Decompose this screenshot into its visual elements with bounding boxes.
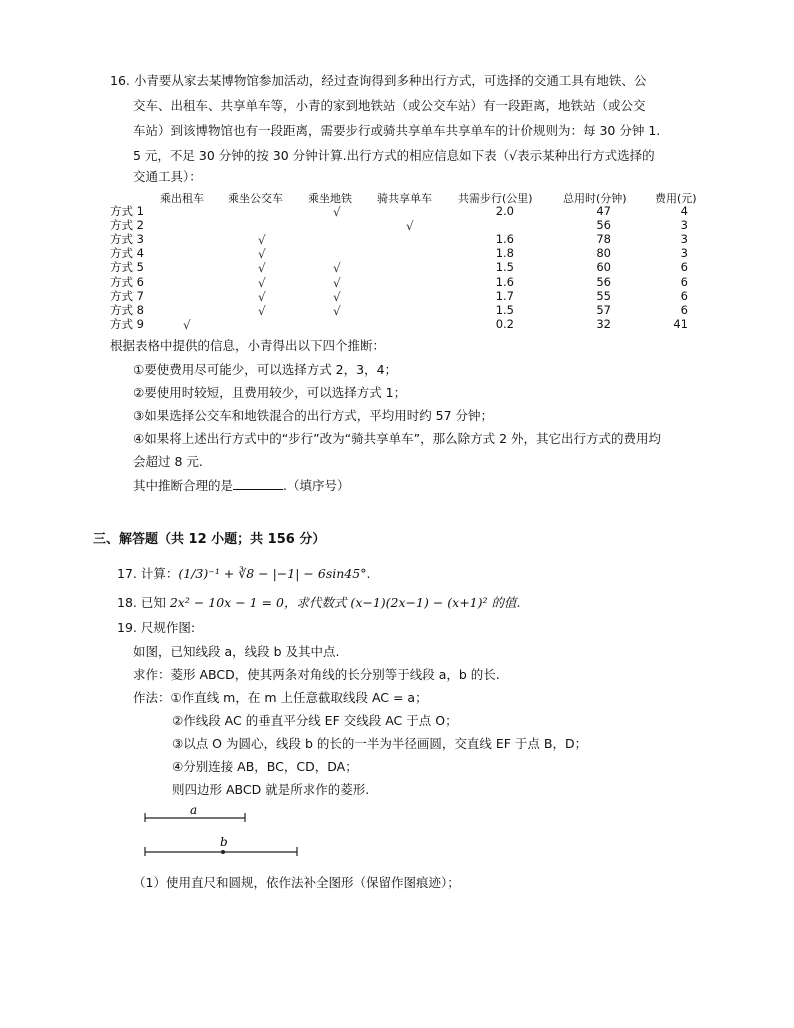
- q16-line-1: 16. 小青要从家去某博物馆参加活动，经过查询得到多种出行方式，可选择的交通工具有地铁、公: [110, 73, 647, 88]
- cell-cost: 6: [680, 302, 688, 317]
- cell-cost: 3: [680, 246, 688, 261]
- check-mark-metro: √: [333, 303, 341, 318]
- check-mark-metro: √: [333, 275, 341, 290]
- cell-time: 56: [596, 218, 611, 233]
- q16-answer-line: [133, 477, 350, 494]
- cell-walk: 1.6: [495, 232, 514, 247]
- q19-line-4: ②作线段 AC 的垂直平分线 EF 交线段 AC 于点 O；: [172, 713, 458, 728]
- check-mark-bus: √: [258, 261, 266, 276]
- check-mark-bus: √: [258, 233, 266, 248]
- cell-cost: 6: [680, 274, 688, 289]
- row-label: 方式 8: [110, 302, 144, 317]
- q16-item-3: ③如果选择公交车和地铁混合的出行方式，平均用时约 57 分钟；: [133, 408, 494, 423]
- q16-item-1: ①要使费用尽可能少，可以选择方式 2，3，4；: [133, 362, 398, 377]
- cell-cost: 6: [680, 288, 688, 303]
- q19-line-2: 求作：菱形 ABCD，使其两条对角线的长分别等于线段 a，b 的长.: [133, 667, 500, 682]
- check-mark-metro: √: [333, 261, 341, 276]
- cell-walk: 1.8: [495, 246, 514, 261]
- col-header-walk: 共需步行(公里): [458, 192, 533, 205]
- q16-line-5: 交通工具）：: [133, 169, 202, 184]
- q17: [117, 566, 370, 582]
- cell-time: 80: [596, 246, 611, 261]
- cell-time: 32: [596, 316, 611, 331]
- cell-cost: 41: [673, 316, 688, 331]
- answer-blank[interactable]: [233, 477, 283, 490]
- cell-time: 55: [596, 288, 611, 303]
- row-label: 方式 6: [110, 274, 144, 289]
- q19-line-3: 作法：①作直线 m，在 m 上任意截取线段 AC = a；: [133, 690, 428, 705]
- q16-item-2: ②要使用时较短，且费用较少，可以选择方式 1；: [133, 385, 407, 400]
- col-header-cost: 费用(元): [655, 192, 697, 205]
- cell-time: 57: [596, 302, 611, 317]
- cell-walk: 2.0: [495, 204, 514, 218]
- check-mark-bike: √: [406, 219, 414, 234]
- cell-walk: 1.7: [495, 288, 514, 303]
- col-header-bike: 骑共享单车: [377, 192, 432, 205]
- check-mark-metro: √: [333, 205, 341, 219]
- q16-line-4: 5 元，不足 30 分钟的按 30 分钟计算.出行方式的相应信息如下表（√表示某种出行方式选择的: [133, 148, 655, 163]
- col-header-taxi: 乘出租车: [160, 192, 204, 205]
- check-mark-bus: √: [258, 275, 266, 290]
- col-header-bus: 乘坐公交车: [228, 192, 283, 205]
- check-mark-bus: √: [258, 247, 266, 262]
- answer-prefix: 其中推断合理的是: [133, 478, 234, 493]
- check-mark-metro: √: [333, 289, 341, 304]
- cell-walk: 1.5: [495, 260, 514, 275]
- q17-num: 17. 计算：: [117, 566, 179, 581]
- col-header-time: 总用时(分钟): [563, 192, 627, 205]
- q16-intro: 根据表格中提供的信息，小青得出以下四个推断：: [110, 338, 386, 353]
- segment-figure: [135, 800, 305, 865]
- q18-expr: 2x² − 10x − 1 = 0，求代数式 (x−1)(2x−1) − (x+1)² 的值.: [169, 595, 521, 610]
- q19-title: 19. 尺规作图:: [117, 620, 196, 635]
- cell-time: 56: [596, 274, 611, 289]
- answer-suffix: .（填序号）: [283, 478, 350, 493]
- cell-cost: 3: [680, 218, 688, 233]
- q16-item-4-cont: 会超过 8 元.: [133, 454, 203, 469]
- cell-cost: 3: [680, 232, 688, 247]
- q16-item-4: ④如果将上述出行方式中的“步行”改为“骑共享单车”，那么除方式 2 外，其它出行方式的费用均: [133, 431, 662, 446]
- row-label: 方式 3: [110, 232, 144, 247]
- segment-b-label: b: [220, 835, 228, 849]
- q17-expr: (1/3)⁻¹ + ∛8 − |−1| − 6sin45°.: [178, 566, 371, 581]
- row-label: 方式 7: [110, 288, 144, 303]
- check-mark-taxi: √: [183, 317, 191, 332]
- q18: [117, 595, 520, 611]
- row-label: 方式 9: [110, 316, 144, 331]
- check-mark-bus: √: [258, 289, 266, 304]
- q19-line-1: 如图，已知线段 a，线段 b 及其中点.: [133, 644, 340, 659]
- cell-cost: 6: [680, 260, 688, 275]
- cell-walk: 1.5: [495, 302, 514, 317]
- q19-line-5: ③以点 O 为圆心，线段 b 的长的一半为半径画圆，交直线 EF 于点 B，D；: [172, 736, 588, 751]
- segment-b-midpoint: [221, 850, 225, 854]
- cell-walk: 1.6: [495, 274, 514, 289]
- cell-time: 47: [596, 204, 611, 218]
- q16-line-2: 交车、出租车、共享单车等，小青的家到地铁站（或公交车站）有一段距离，地铁站（或公交: [133, 98, 646, 113]
- cell-walk: 0.2: [495, 316, 514, 331]
- q19-sub1: （1）使用直尺和圆规，依作法补全图形（保留作图痕迹）；: [133, 875, 460, 890]
- check-mark-bus: √: [258, 303, 266, 318]
- cell-time: 78: [596, 232, 611, 247]
- q19-line-7: 则四边形 ABCD 就是所求作的菱形.: [172, 782, 370, 797]
- cell-time: 60: [596, 260, 611, 275]
- row-label: 方式 5: [110, 260, 144, 275]
- q16-line-3: 车站）到该博物馆也有一段距离，需要步行或骑共享单车共享单车的计价规则为：每 30 分钟 1.: [133, 123, 661, 138]
- row-label: 方式 2: [110, 218, 144, 233]
- segment-a-label: a: [190, 803, 198, 817]
- col-header-metro: 乘坐地铁: [308, 192, 352, 205]
- section-title: 三、解答题（共 12 小题；共 156 分）: [93, 532, 326, 547]
- row-label: 方式 4: [110, 246, 144, 261]
- row-label: 方式 1: [110, 204, 144, 218]
- q19-line-6: ④分别连接 AB，BC，CD，DA；: [172, 759, 358, 774]
- q18-num: 18. 已知: [117, 595, 170, 610]
- cell-cost: 4: [680, 204, 688, 218]
